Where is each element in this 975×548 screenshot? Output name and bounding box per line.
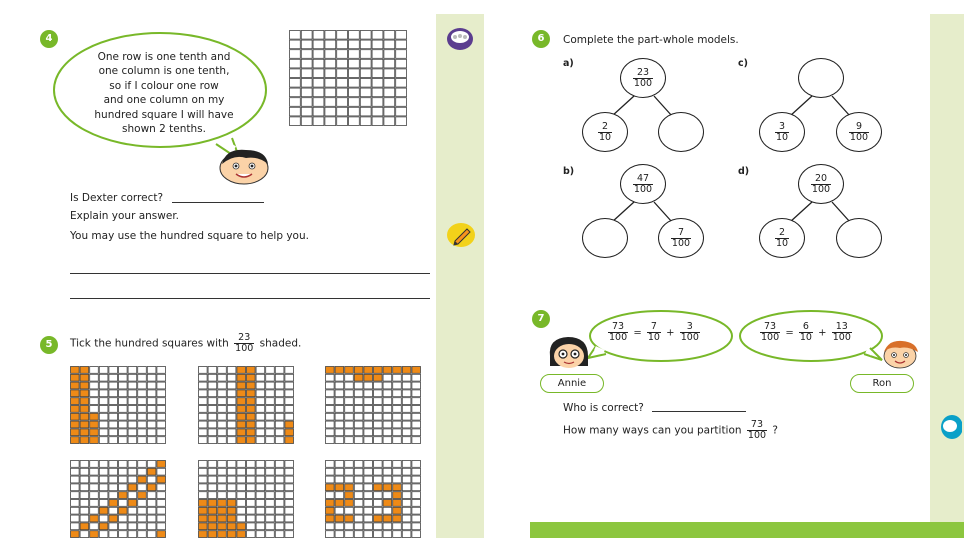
question-5-number: 5: [40, 336, 58, 354]
answer-line-who[interactable]: [652, 411, 746, 412]
model-d-part-left: [759, 218, 805, 258]
fraction: [775, 122, 789, 143]
ron-equation: $\frac{73}{100}$ = $\frac{6}{10}$ + $\frac{13}{100}$: [761, 321, 851, 343]
numerator: 23: [633, 68, 653, 79]
numerator: 6: [799, 322, 813, 333]
model-c-part-left: [759, 112, 805, 152]
fraction: [633, 174, 653, 195]
fraction: [849, 122, 869, 143]
fraction: [598, 122, 612, 143]
speech-line: one column is one tenth,: [98, 65, 230, 78]
annie-avatar: [546, 334, 592, 370]
denominator: 10: [775, 131, 789, 143]
denominator: 100: [671, 237, 691, 249]
numerator: 7: [671, 228, 691, 239]
speech-line: One row is one tenth and: [97, 51, 231, 63]
numerator: 73: [747, 420, 767, 431]
fraction: [680, 322, 700, 343]
fraction: [760, 322, 780, 343]
numerator: 3: [775, 122, 789, 133]
fraction: [633, 68, 653, 89]
explain-text: Explain your answer.: [70, 210, 180, 222]
model-b-part-left-blank[interactable]: [582, 218, 628, 258]
denominator: 10: [598, 131, 612, 143]
hint-text: You may use the hundred square to help you.: [70, 230, 309, 242]
denominator: 10: [647, 332, 660, 343]
denominator: 100: [633, 183, 653, 195]
numerator: 13: [832, 322, 852, 333]
question-7-number: 7: [532, 310, 550, 328]
model-a-part-left: [582, 112, 628, 152]
ron-name-label: Ron: [850, 374, 914, 393]
denominator: 100: [680, 332, 699, 343]
denominator: 100: [609, 332, 628, 343]
model-a-whole: [620, 58, 666, 98]
ron-avatar: [878, 338, 922, 370]
question-dexter-correct: Is Dexter correct?: [70, 192, 164, 204]
numerator: 9: [849, 122, 869, 133]
denominator: 100: [832, 332, 851, 343]
denominator: 100: [849, 131, 869, 143]
fraction: [775, 228, 789, 249]
model-d-part-right-blank[interactable]: [836, 218, 882, 258]
model-a-part-right-blank[interactable]: [658, 112, 704, 152]
speech-line: so if I colour one row: [109, 79, 219, 92]
denominator: 100: [747, 430, 767, 441]
denominator: 10: [775, 237, 789, 249]
speech-line: and one column on my: [103, 94, 225, 107]
question-partition: [563, 420, 778, 441]
fraction: [608, 322, 628, 343]
denominator: 100: [633, 77, 653, 89]
model-a-label: a): [563, 58, 574, 69]
question-6-number: 6: [532, 30, 550, 48]
numerator: 73: [608, 322, 628, 333]
model-c-label: c): [738, 58, 748, 69]
question-6-instruction: Complete the part-whole models.: [563, 34, 739, 46]
question-4-number: 4: [40, 30, 58, 48]
fraction: [832, 322, 852, 343]
partition-text-after: ?: [772, 424, 778, 437]
annie-name-label: Annie: [540, 374, 604, 393]
fraction: [811, 174, 831, 195]
partition-text-before: How many ways can you partition: [563, 424, 742, 437]
numerator: 73: [760, 322, 780, 333]
denominator: 10: [799, 332, 812, 343]
speech-line: hundred square I will have: [94, 108, 234, 121]
q5-text-before: Tick the hundred squares with: [70, 337, 229, 350]
fraction: [747, 420, 767, 441]
model-b-part-right: [658, 218, 704, 258]
model-c-part-right: [836, 112, 882, 152]
numerator: 7: [647, 322, 661, 333]
numerator: 3: [680, 322, 700, 333]
fraction: [671, 228, 691, 249]
numerator: 47: [633, 174, 653, 185]
fraction: [799, 322, 813, 343]
model-d-label: d): [738, 166, 750, 177]
fraction: [647, 322, 661, 343]
numerator: 2: [598, 122, 612, 133]
model-c-whole-blank[interactable]: [798, 58, 844, 98]
model-d-whole: [798, 164, 844, 204]
numerator: 20: [811, 174, 831, 185]
question-who-correct: Who is correct?: [563, 402, 644, 414]
annie-equation: $\frac{73}{100}$ = $\frac{7}{10}$ + $\frac{3}{100}$: [609, 321, 699, 343]
numerator: 23: [234, 333, 254, 344]
speech-line: shown 2 tenths.: [122, 123, 206, 136]
denominator: 100: [761, 332, 780, 343]
q5-text-after: shaded.: [259, 337, 302, 350]
denominator: 100: [235, 343, 254, 354]
model-b-whole: [620, 164, 666, 204]
model-b-label: b): [563, 166, 575, 177]
denominator: 100: [811, 183, 831, 195]
numerator: 2: [775, 228, 789, 239]
